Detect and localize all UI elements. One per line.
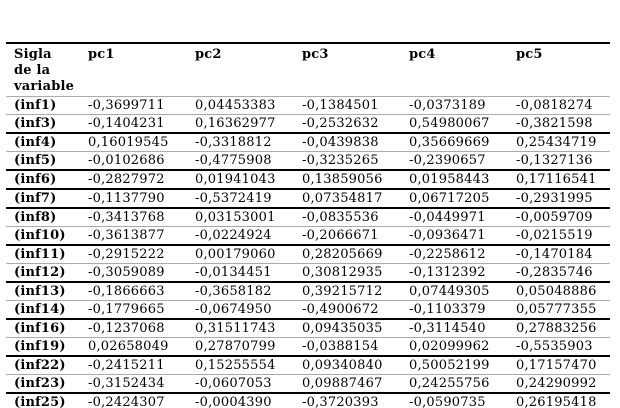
cell-pc5: 0,17116541 — [514, 170, 610, 189]
cell-pc2: 0,01941043 — [193, 170, 300, 189]
cell-pc3: -0,0439838 — [300, 133, 407, 152]
table-row — [6, 133, 610, 152]
cell-pc2: 0,00179060 — [193, 245, 300, 264]
cell-pc1: -0,2827972 — [86, 170, 193, 189]
cell-pc5: 0,17157470 — [514, 356, 610, 375]
table-row — [6, 338, 610, 357]
cell-pc1: -0,2415211 — [86, 356, 193, 375]
cell-pc2: 0,16362977 — [193, 115, 300, 134]
cell-pc1: -0,2424307 — [86, 393, 193, 408]
cell-pc1: -0,1237068 — [86, 319, 193, 338]
table-row — [6, 245, 610, 264]
table-row — [6, 393, 610, 408]
cell-pc2: -0,0004390 — [193, 393, 300, 408]
cell-pc1: -0,1866663 — [86, 282, 193, 301]
cell-pc5: 0,25434719 — [514, 133, 610, 152]
cell-pc4: -0,0590735 — [407, 393, 514, 408]
cell-pc2: -0,3658182 — [193, 282, 300, 301]
row-label: (inf14) — [6, 301, 86, 320]
row-label: (inf6) — [6, 170, 86, 189]
cell-pc1: -0,3059089 — [86, 264, 193, 283]
table-row — [6, 227, 610, 246]
cell-pc4: -0,2390657 — [407, 152, 514, 171]
cell-pc5: 0,26195418 — [514, 393, 610, 408]
cell-pc2: 0,31511743 — [193, 319, 300, 338]
cell-pc1: -0,3699711 — [86, 97, 193, 115]
cell-pc1: -0,2915222 — [86, 245, 193, 264]
cell-pc5: -0,0059709 — [514, 208, 610, 227]
cell-pc3: 0,28205669 — [300, 245, 407, 264]
header-row — [6, 43, 610, 97]
column-header-pc5: pc5 — [514, 43, 610, 97]
cell-pc3: 0,09340840 — [300, 356, 407, 375]
row-label: (inf11) — [6, 245, 86, 264]
table-body — [6, 97, 610, 408]
row-label: (inf25) — [6, 393, 86, 408]
cell-pc3: -0,1384501 — [300, 97, 407, 115]
cell-pc2: 0,04453383 — [193, 97, 300, 115]
column-header-pc1: pc1 — [86, 43, 193, 97]
table-row — [6, 115, 610, 134]
cell-pc1: 0,02658049 — [86, 338, 193, 357]
cell-pc1: -0,1137790 — [86, 189, 193, 208]
cell-pc5: -0,5535903 — [514, 338, 610, 357]
cell-pc2: 0,03153001 — [193, 208, 300, 227]
cell-pc3: 0,07354817 — [300, 189, 407, 208]
cell-pc3: 0,30812935 — [300, 264, 407, 283]
cell-pc1: -0,3152434 — [86, 375, 193, 394]
column-header-pc3: pc3 — [300, 43, 407, 97]
cell-pc4: 0,06717205 — [407, 189, 514, 208]
cell-pc4: -0,0449971 — [407, 208, 514, 227]
cell-pc1: -0,1779665 — [86, 301, 193, 320]
row-label: (inf7) — [6, 189, 86, 208]
table-row — [6, 282, 610, 301]
table-header — [6, 43, 610, 97]
row-label: (inf23) — [6, 375, 86, 394]
cell-pc4: -0,1103379 — [407, 301, 514, 320]
cell-pc4: 0,02099962 — [407, 338, 514, 357]
cell-pc1: -0,1404231 — [86, 115, 193, 134]
cell-pc5: -0,1470184 — [514, 245, 610, 264]
cell-pc5: -0,1327136 — [514, 152, 610, 171]
cell-pc2: -0,0674950 — [193, 301, 300, 320]
cell-pc2: -0,4775908 — [193, 152, 300, 171]
table-row — [6, 375, 610, 394]
cell-pc3: -0,2532632 — [300, 115, 407, 134]
table-row — [6, 170, 610, 189]
cell-pc5: 0,05777355 — [514, 301, 610, 320]
cell-pc5: 0,24290992 — [514, 375, 610, 394]
column-header-pc2: pc2 — [193, 43, 300, 97]
cell-pc2: 0,27870799 — [193, 338, 300, 357]
cell-pc3: -0,3235265 — [300, 152, 407, 171]
table-row — [6, 264, 610, 283]
column-header-variable: Sigla de la variable — [6, 43, 86, 97]
cell-pc3: -0,0835536 — [300, 208, 407, 227]
table-row — [6, 319, 610, 338]
cell-pc2: -0,5372419 — [193, 189, 300, 208]
cell-pc3: 0,09435035 — [300, 319, 407, 338]
cell-pc5: -0,2835746 — [514, 264, 610, 283]
table-row — [6, 97, 610, 115]
cell-pc2: -0,3318812 — [193, 133, 300, 152]
cell-pc4: 0,50052199 — [407, 356, 514, 375]
cell-pc3: 0,09887467 — [300, 375, 407, 394]
row-label: (inf19) — [6, 338, 86, 357]
cell-pc3: 0,39215712 — [300, 282, 407, 301]
column-header-pc4: pc4 — [407, 43, 514, 97]
cell-pc1: -0,3613877 — [86, 227, 193, 246]
table-row — [6, 301, 610, 320]
cell-pc5: 0,05048886 — [514, 282, 610, 301]
cell-pc4: -0,2258612 — [407, 245, 514, 264]
cell-pc1: 0,16019545 — [86, 133, 193, 152]
table-row — [6, 152, 610, 171]
row-label: (inf13) — [6, 282, 86, 301]
table-row — [6, 208, 610, 227]
cell-pc5: -0,3821598 — [514, 115, 610, 134]
cell-pc1: -0,0102686 — [86, 152, 193, 171]
cell-pc3: -0,2066671 — [300, 227, 407, 246]
table-row — [6, 356, 610, 375]
row-label: (inf10) — [6, 227, 86, 246]
cell-pc1: -0,3413768 — [86, 208, 193, 227]
cell-pc3: -0,0388154 — [300, 338, 407, 357]
cell-pc4: -0,1312392 — [407, 264, 514, 283]
cell-pc5: -0,2931995 — [514, 189, 610, 208]
row-label: (inf22) — [6, 356, 86, 375]
cell-pc4: 0,54980067 — [407, 115, 514, 134]
row-label: (inf8) — [6, 208, 86, 227]
pca-loadings-table — [6, 42, 610, 408]
row-label: (inf4) — [6, 133, 86, 152]
cell-pc4: -0,0373189 — [407, 97, 514, 115]
cell-pc3: -0,4900672 — [300, 301, 407, 320]
cell-pc4: -0,3114540 — [407, 319, 514, 338]
cell-pc5: 0,27883256 — [514, 319, 610, 338]
cell-pc4: 0,07449305 — [407, 282, 514, 301]
table-row — [6, 189, 610, 208]
cell-pc2: -0,0134451 — [193, 264, 300, 283]
row-label: (inf5) — [6, 152, 86, 171]
cell-pc2: -0,0607053 — [193, 375, 300, 394]
row-label: (inf12) — [6, 264, 86, 283]
row-label: (inf1) — [6, 97, 86, 115]
cell-pc5: -0,0818274 — [514, 97, 610, 115]
row-label: (inf3) — [6, 115, 86, 134]
cell-pc4: 0,01958443 — [407, 170, 514, 189]
cell-pc4: 0,35669669 — [407, 133, 514, 152]
cell-pc3: 0,13859056 — [300, 170, 407, 189]
row-label: (inf16) — [6, 319, 86, 338]
cell-pc5: -0,0215519 — [514, 227, 610, 246]
cell-pc2: 0,15255554 — [193, 356, 300, 375]
cell-pc4: -0,0936471 — [407, 227, 514, 246]
cell-pc2: -0,0224924 — [193, 227, 300, 246]
cell-pc3: -0,3720393 — [300, 393, 407, 408]
cell-pc4: 0,24255756 — [407, 375, 514, 394]
